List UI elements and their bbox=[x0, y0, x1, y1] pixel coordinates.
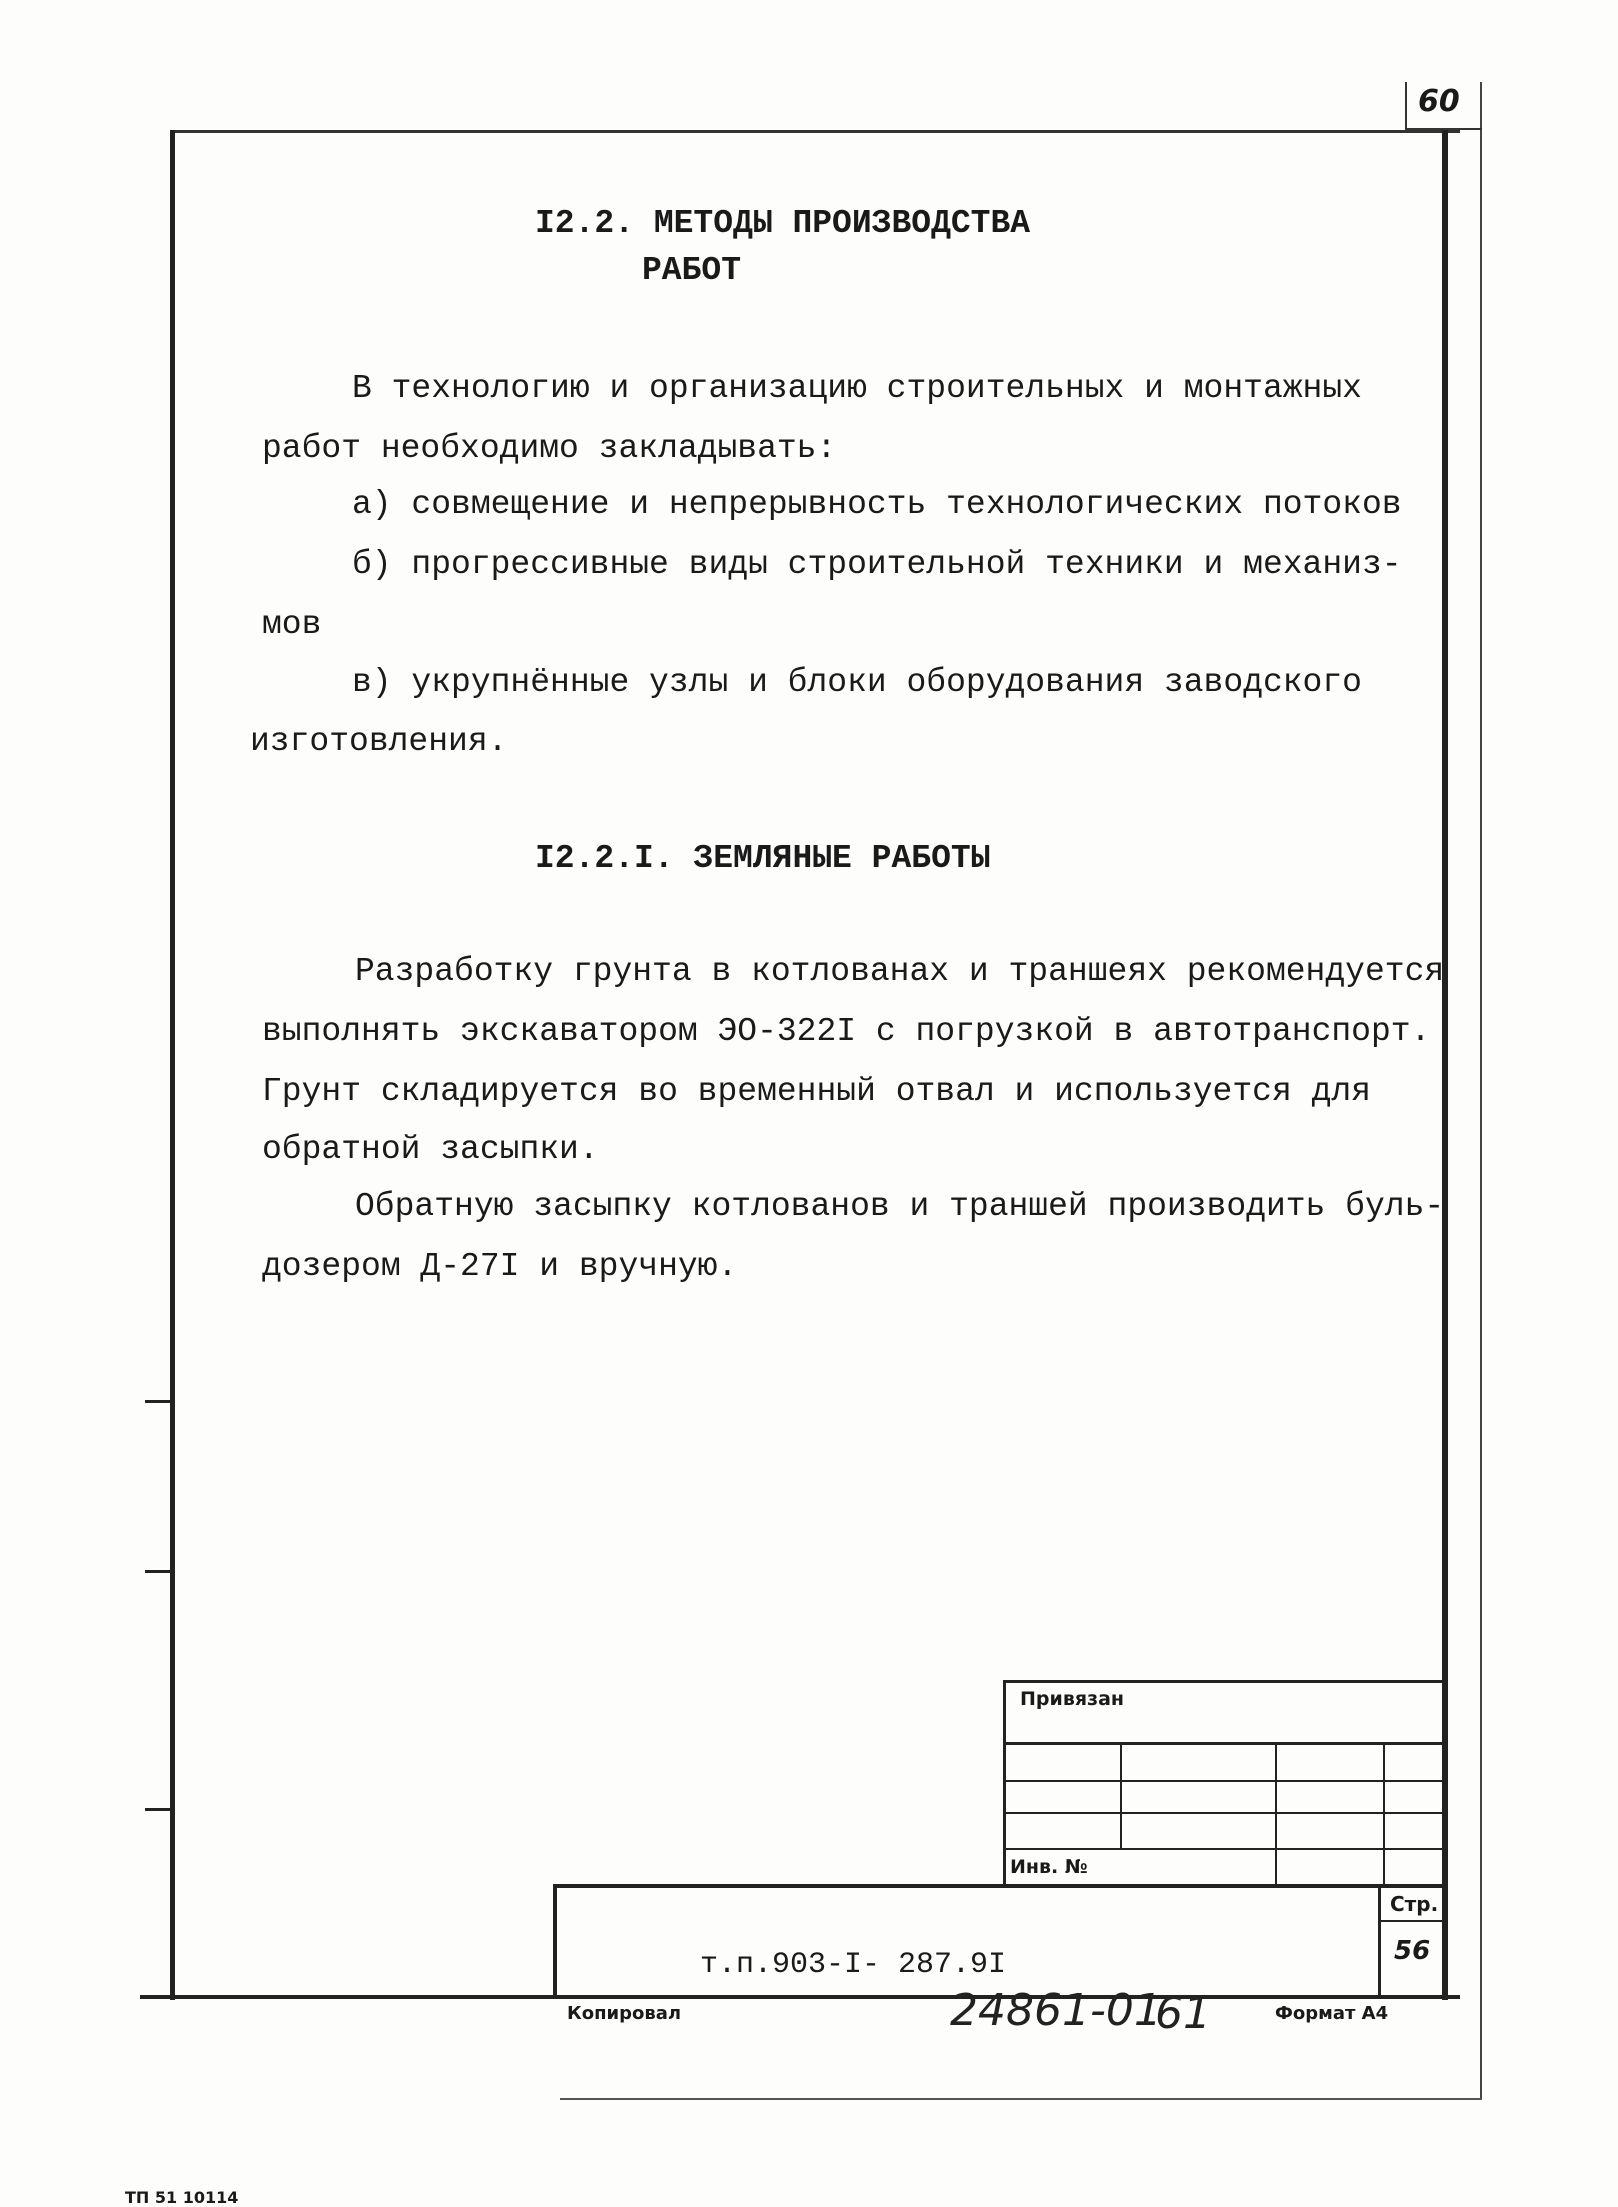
margin-tick bbox=[145, 1400, 175, 1403]
document-code: т.п.903-I- 287.9I bbox=[700, 1948, 1007, 1982]
outer-bottom-border bbox=[560, 2098, 1482, 2100]
page-value: 56 bbox=[1394, 1936, 1431, 1966]
page-label: Стр. bbox=[1390, 1892, 1439, 1916]
frame-bottom-border bbox=[140, 1995, 1460, 1999]
section-heading-line2: РАБОТ bbox=[642, 252, 742, 289]
outer-right-border bbox=[1480, 82, 1482, 2100]
earthwork-line: Обратную засыпку котлованов и траншей производить буль- bbox=[355, 1188, 1445, 1225]
earthwork-line: обратной засыпки. bbox=[262, 1131, 599, 1168]
frame-top-border bbox=[172, 130, 1460, 133]
intro-line: а) совмещение и непрерывность технологических потоков bbox=[352, 486, 1402, 523]
earthwork-line: Разработку грунта в котлованах и траншеях рекомендуется bbox=[355, 953, 1445, 990]
earthwork-line: Грунт складируется во временный отвал и используется для bbox=[262, 1073, 1371, 1110]
handwritten-code: 24861-01 bbox=[950, 1985, 1162, 2036]
intro-line: в) укрупнённые узлы и блоки оборудования заводского bbox=[352, 664, 1362, 701]
earthwork-line: дозером Д-27I и вручную. bbox=[262, 1248, 738, 1285]
intro-line: б) прогрессивные виды строительной техники и механиз- bbox=[352, 546, 1402, 583]
handwritten-number: 61 bbox=[1155, 1988, 1211, 2039]
intro-line: изготовления. bbox=[250, 723, 508, 760]
earthwork-line: выполнять экскаватором ЭО-322I с погрузкой в автотранспорт. bbox=[262, 1013, 1431, 1050]
section-heading-line1: I2.2. МЕТОДЫ ПРОИЗВОДСТВА bbox=[535, 205, 1031, 242]
page-number-divider bbox=[1405, 82, 1407, 132]
intro-line: работ необходимо закладывать: bbox=[262, 430, 837, 467]
inv-label: Инв. № bbox=[1010, 1856, 1088, 1878]
stamp-code: ТП 51 10114 bbox=[125, 2188, 239, 2207]
frame-right-border bbox=[1442, 130, 1448, 2000]
page-number-underline bbox=[1405, 128, 1482, 130]
page-number: 60 bbox=[1418, 84, 1460, 119]
margin-tick bbox=[145, 1808, 175, 1811]
copied-label: Копировал bbox=[567, 2003, 682, 2024]
intro-line: В технологию и организацию строительных и монтажных bbox=[352, 370, 1362, 407]
margin-tick bbox=[145, 1570, 175, 1573]
intro-line: мов bbox=[262, 606, 322, 643]
frame-left-border bbox=[170, 130, 175, 2000]
format-label: Формат А4 bbox=[1275, 2003, 1389, 2024]
privyazan-label: Привязан bbox=[1020, 1688, 1125, 1710]
subsection-heading: I2.2.I. ЗЕМЛЯНЫЕ РАБОТЫ bbox=[535, 840, 991, 877]
